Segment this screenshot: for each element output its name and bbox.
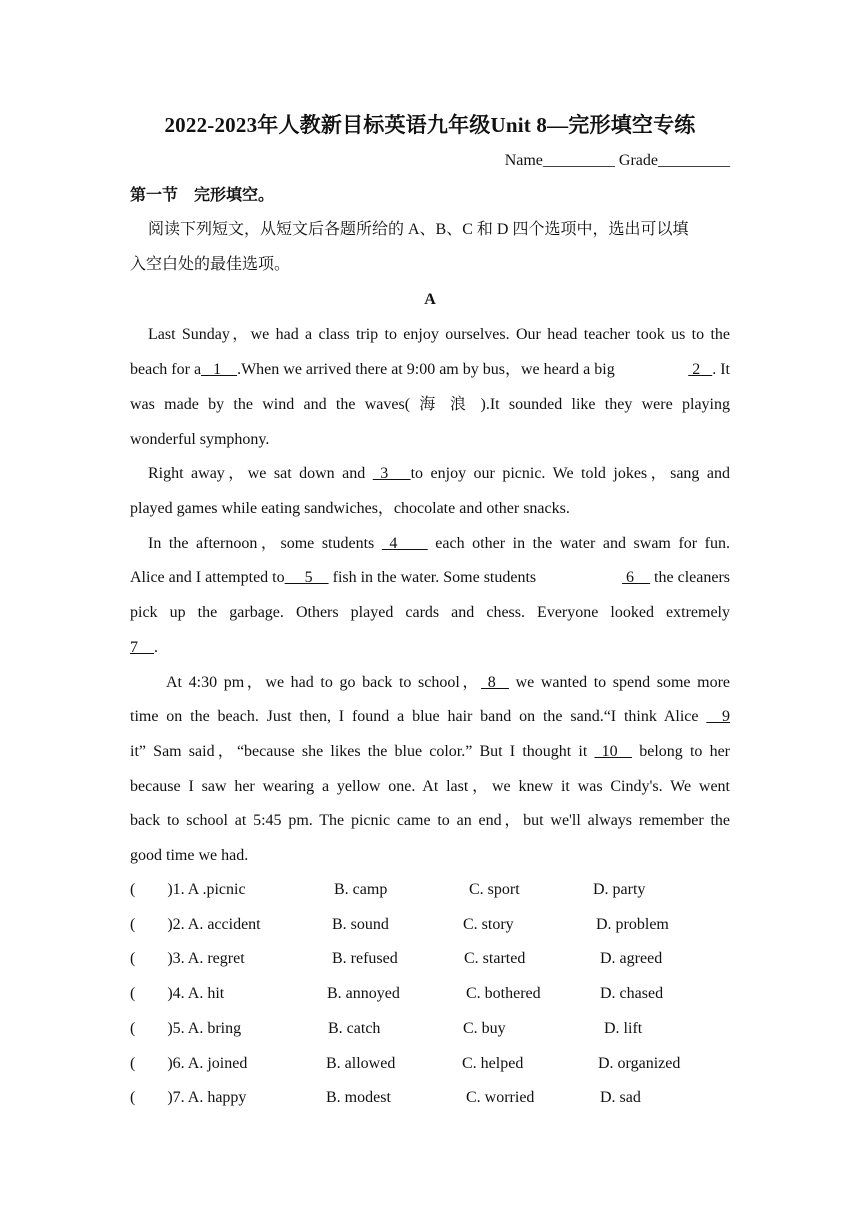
choice-b[interactable]: B. allowed (326, 1055, 396, 1072)
passage-line (130, 707, 730, 727)
option-row (130, 915, 730, 935)
passage-text: Last Sunday，we had a class trip to enjoy ourselves. Our head teacher took us to the (148, 326, 730, 343)
question-choice-a[interactable]: ( )1. A .picnic (130, 881, 246, 898)
answer-blank[interactable]: 1 (201, 361, 238, 378)
passage-text: was made by the wind and the waves( 海 浪 ).It sounded like they were playing (130, 396, 730, 413)
choice-b[interactable]: B. annoyed (327, 985, 400, 1002)
choice-c[interactable]: C. started (464, 950, 526, 967)
passage-text: the cleaners (650, 569, 730, 586)
instructions-line-2: 入空白处的最佳选项。 (130, 256, 291, 273)
passage-line (130, 568, 730, 588)
passage-text: time on the beach. Just then, I found a blue hair band on the sand.“I think Alice (130, 708, 707, 725)
answer-blank[interactable]: 8 (481, 674, 509, 691)
answer-blank[interactable]: 7 (130, 639, 154, 656)
choice-b[interactable]: B. catch (328, 1020, 381, 1037)
passage-line (166, 673, 730, 693)
question-choice-a[interactable]: ( )6. A. joined (130, 1055, 248, 1072)
question-choice-a[interactable]: ( )5. A. bring (130, 1020, 242, 1037)
passage-text: wonderful symphony. (130, 431, 270, 448)
choice-d[interactable]: D. agreed (600, 950, 663, 967)
option-row (130, 1054, 730, 1074)
passage-text: played games while eating sandwiches，chocolate and other snacks. (130, 500, 570, 517)
passage-text: . It (712, 361, 730, 378)
page-title: 2022-2023年人教新目标英语九年级Unit 8—完形填空专练 (164, 113, 696, 137)
passage-text: fish in the water. Some students (328, 569, 541, 586)
question-choice-a[interactable]: ( )4. A. hit (130, 985, 225, 1002)
passage-text: beach for a (130, 361, 202, 378)
choice-d[interactable]: D. sad (600, 1089, 641, 1106)
option-row (130, 1088, 730, 1108)
passage-line (130, 603, 730, 623)
instructions-line-1: 阅读下列短文，从短文后各题所给的 A、B、C 和 D 四个选项中，选出可以填 (148, 221, 689, 238)
passage-text: each other in the water and swam for fun. (427, 535, 730, 552)
passage-text: . (154, 639, 158, 656)
name-grade-line: Name_________ Grade_________ (504, 152, 730, 169)
passage-text: belong to her (632, 743, 731, 760)
passage-line (130, 638, 730, 658)
passage-line (148, 534, 730, 554)
choice-d[interactable]: D. chased (600, 985, 664, 1002)
passage-line (130, 811, 730, 831)
passage-line (130, 430, 730, 450)
passage-text: back to school at 5:45 pm. The picnic came to an end，but we'll always remember the (130, 812, 731, 829)
choice-b[interactable]: B. sound (332, 916, 389, 933)
passage-line-tail (688, 360, 730, 380)
passage-line (130, 395, 730, 415)
answer-blank[interactable]: 2 (688, 361, 713, 378)
choice-b[interactable]: B. refused (332, 950, 398, 967)
passage-text: At 4:30 pm，we had to go back to school， (166, 674, 482, 691)
passage-text: it” Sam said，“because she likes the blue color.” But I thought it (130, 743, 595, 760)
answer-blank[interactable]: 4 (381, 535, 428, 552)
choice-c[interactable]: C. worried (466, 1089, 535, 1106)
answer-blank[interactable]: 9 (706, 708, 730, 725)
choice-c[interactable]: C. helped (462, 1055, 524, 1072)
passage-text: to enjoy our picnic. We told jokes，sang and (410, 465, 730, 482)
passage-label: A (424, 291, 436, 308)
option-row (130, 880, 730, 900)
choice-c[interactable]: C. story (463, 916, 514, 933)
choice-c[interactable]: C. sport (469, 881, 520, 898)
answer-blank[interactable]: 3 (372, 465, 411, 482)
choice-b[interactable]: B. modest (326, 1089, 391, 1106)
passage-line-tail (622, 568, 730, 588)
choice-d[interactable]: D. party (593, 881, 646, 898)
choice-c[interactable]: C. buy (463, 1020, 506, 1037)
passage-line (148, 464, 730, 484)
choice-d[interactable]: D. lift (604, 1020, 643, 1037)
passage-line (130, 742, 730, 762)
option-row (130, 984, 730, 1004)
passage-line (130, 846, 730, 866)
question-choice-a[interactable]: ( )7. A. happy (130, 1089, 247, 1106)
question-choice-a[interactable]: ( )3. A. regret (130, 950, 245, 967)
passage-text: Alice and I attempted to (130, 569, 285, 586)
option-row (130, 949, 730, 969)
passage-line (130, 777, 730, 797)
option-row (130, 1019, 730, 1039)
choice-d[interactable]: D. problem (596, 916, 669, 933)
passage-text: .When we arrived there at 9:00 am by bus，we heard a big (237, 361, 619, 378)
passage-text: In the afternoon，some students (148, 535, 382, 552)
passage-line (148, 325, 730, 345)
question-choice-a[interactable]: ( )2. A. accident (130, 916, 261, 933)
passage-text: pick up the garbage. Others played cards and chess. Everyone looked extremely (130, 604, 730, 621)
passage-line (130, 360, 730, 380)
section-heading: 第一节 完形填空。 (130, 187, 275, 204)
passage-text: because I saw her wearing a yellow one. At last，we knew it was Cindy's. We went (130, 778, 731, 795)
choice-b[interactable]: B. camp (334, 881, 388, 898)
answer-blank[interactable]: 5 (284, 569, 329, 586)
passage-text: we wanted to spend some more (508, 674, 731, 691)
choice-c[interactable]: C. bothered (466, 985, 541, 1002)
answer-blank[interactable]: 6 (622, 569, 651, 586)
passage-line (130, 499, 730, 519)
passage-text: good time we had. (130, 847, 249, 864)
choice-d[interactable]: D. organized (598, 1055, 681, 1072)
passage-text: Right away，we sat down and (148, 465, 373, 482)
answer-blank[interactable]: 10 (594, 743, 633, 760)
